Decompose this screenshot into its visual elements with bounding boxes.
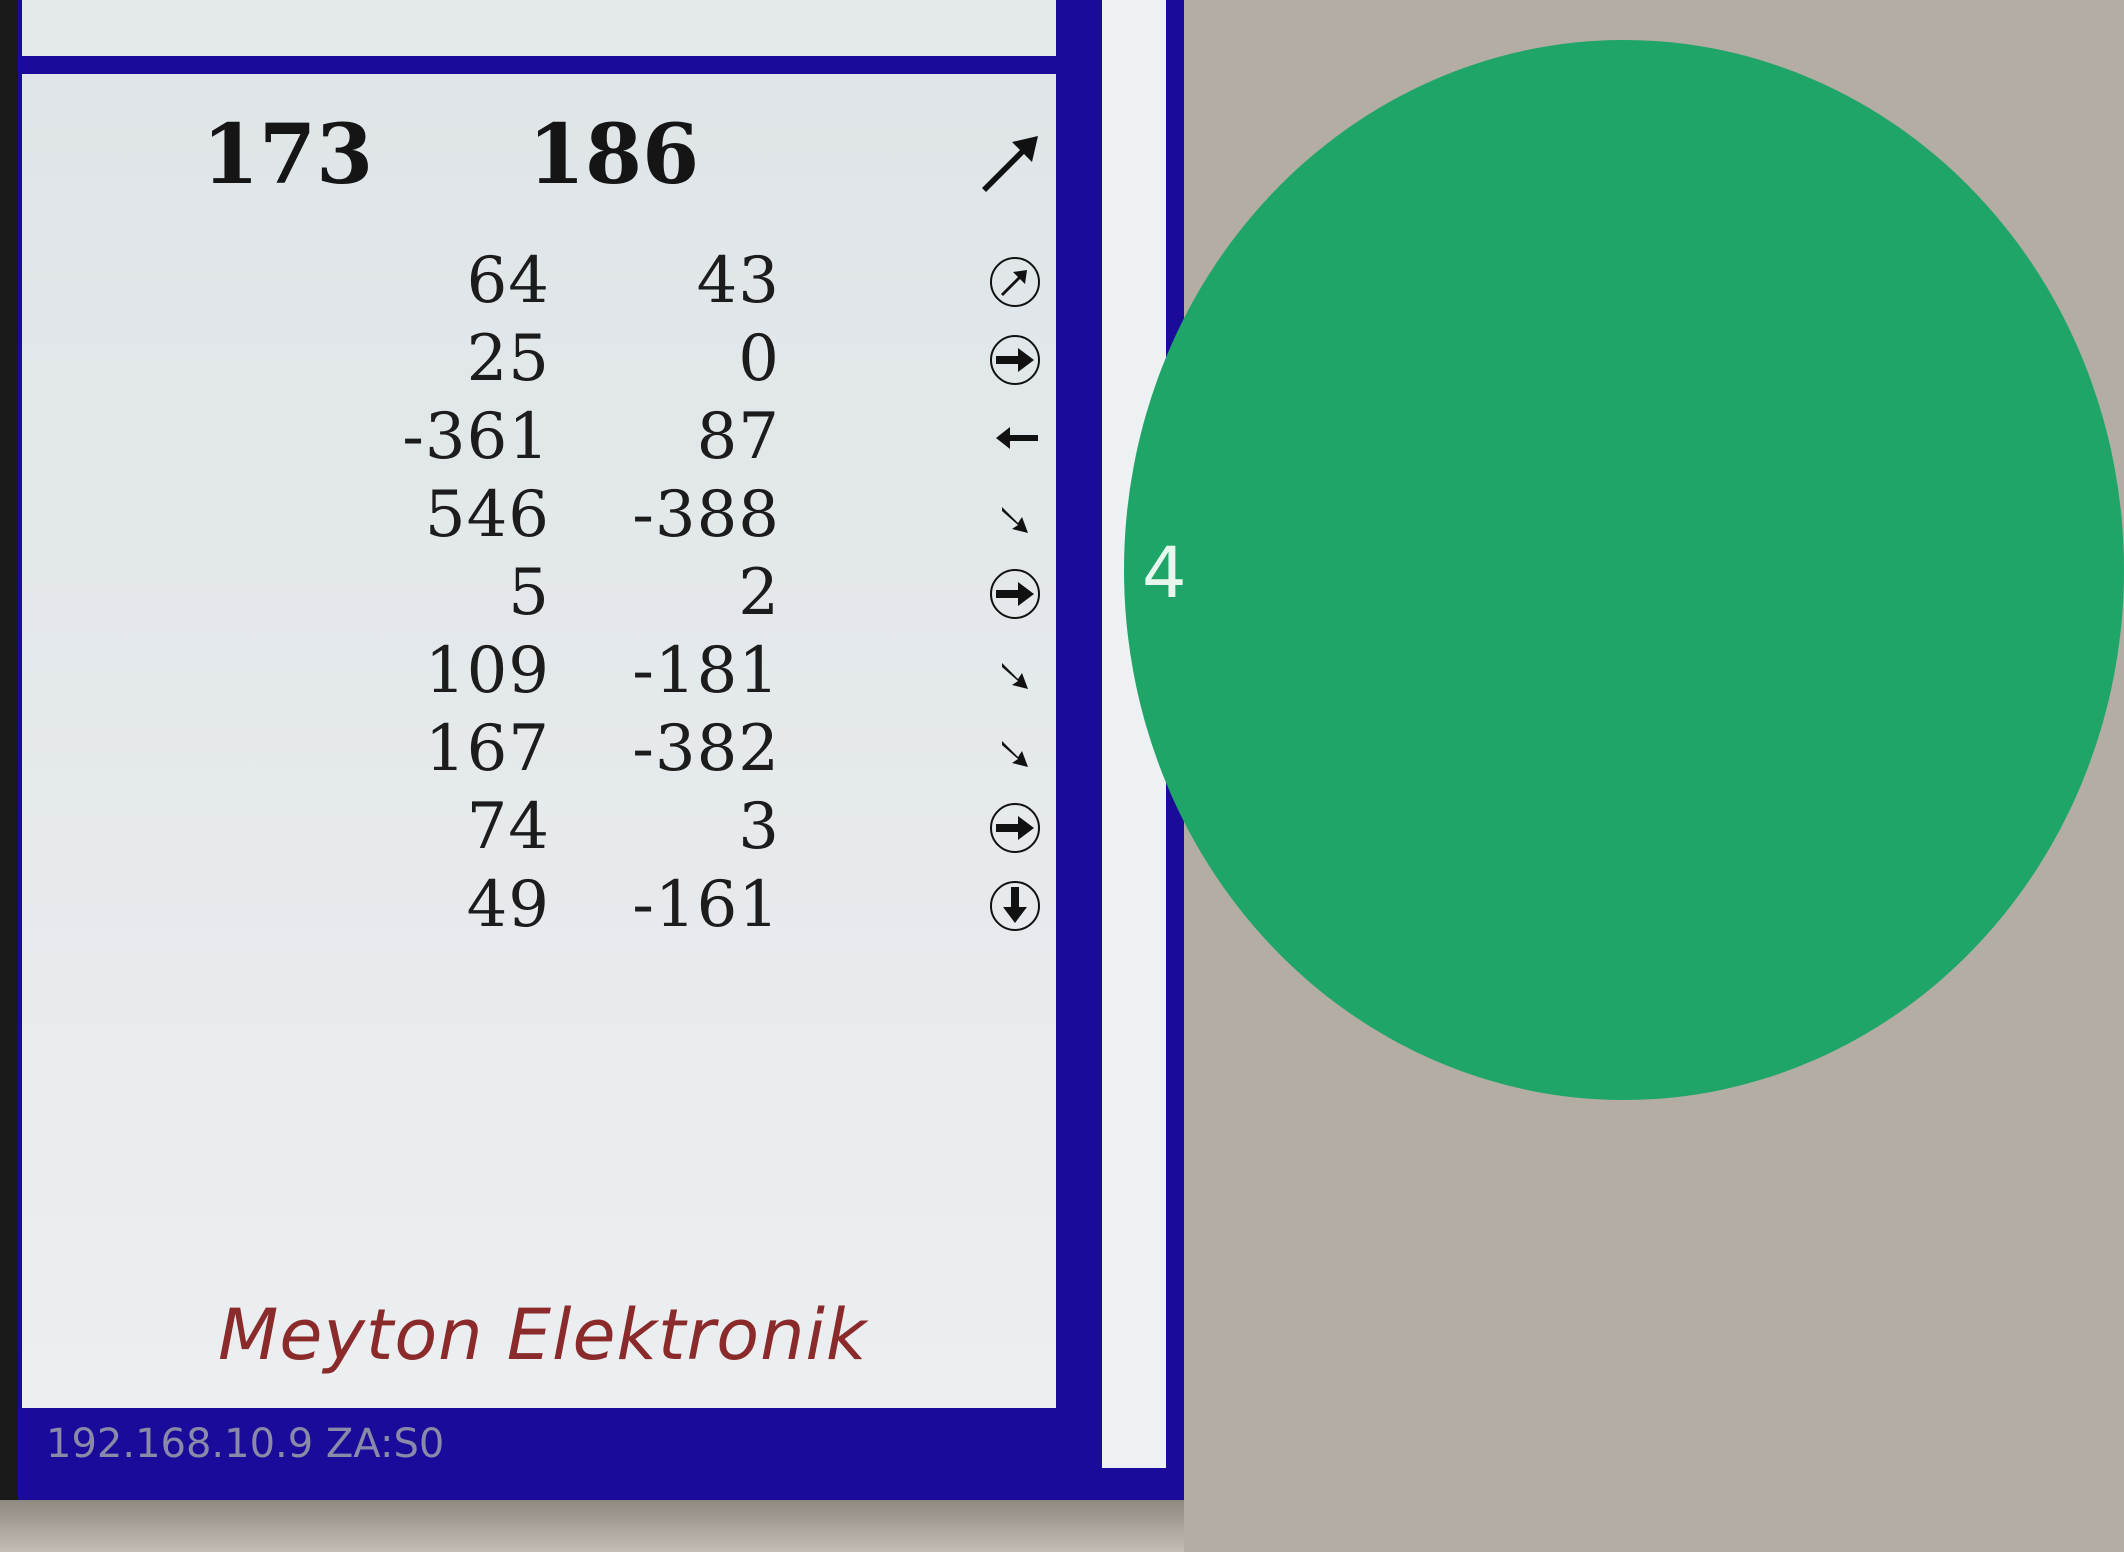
shot-row[interactable]	[22, 242, 1056, 320]
shot-row[interactable]	[22, 866, 1056, 944]
arrow-down-right-icon	[988, 723, 1042, 777]
circled-arrow-right-icon	[988, 333, 1042, 387]
shot-x-value: 49	[466, 868, 550, 942]
shot-row[interactable]	[22, 476, 1056, 554]
circled-arrow-right-icon	[988, 567, 1042, 621]
shot-row[interactable]	[22, 710, 1056, 788]
target-disc	[1124, 40, 2124, 1100]
shot-x-value: 109	[424, 634, 550, 708]
shot-x-value: 546	[424, 478, 550, 552]
shot-row[interactable]	[22, 632, 1056, 710]
target-partial-digit: 4	[1142, 532, 1187, 614]
status-line: 192.168.10.9 ZA:S0	[46, 1421, 445, 1467]
arrow-down-right-icon	[988, 489, 1042, 543]
shot-x-value: 74	[466, 790, 550, 864]
arrow-left-icon	[988, 411, 1042, 465]
target-panel	[1102, 0, 1187, 1468]
shot-y-value: 0	[738, 322, 780, 396]
shot-x-value: 64	[466, 244, 550, 318]
arrow-up-right-icon	[974, 126, 1048, 200]
shot-y-value: 87	[696, 400, 780, 474]
shot-y-value: 43	[696, 244, 780, 318]
header-value-a: 173	[202, 107, 374, 203]
circled-arrow-down-icon	[988, 879, 1042, 933]
shot-list-panel	[22, 74, 1056, 1408]
circled-arrow-up-right-icon	[988, 255, 1042, 309]
monitor-bezel-bottom	[0, 1500, 1184, 1552]
shot-x-value: 25	[466, 322, 550, 396]
brand-logo-text: Meyton Elektronik	[218, 1294, 868, 1376]
shot-y-value: 2	[738, 556, 780, 630]
header-value-b: 186	[528, 107, 700, 203]
shot-x-value: -361	[402, 400, 550, 474]
shot-x-value: 5	[508, 556, 550, 630]
shot-y-value: -181	[632, 634, 780, 708]
top-panel	[22, 0, 1056, 56]
shot-row[interactable]	[22, 398, 1056, 476]
shot-y-value: -161	[632, 868, 780, 942]
shot-row[interactable]	[22, 554, 1056, 632]
shot-y-value: -382	[632, 712, 780, 786]
shot-row[interactable]	[22, 320, 1056, 398]
shot-y-value: 3	[738, 790, 780, 864]
monitor-bezel	[0, 0, 18, 1500]
arrow-down-right-icon	[988, 645, 1042, 699]
shot-row[interactable]	[22, 788, 1056, 866]
shot-y-value: -388	[632, 478, 780, 552]
circled-arrow-right-icon	[988, 801, 1042, 855]
shot-x-value: 167	[424, 712, 550, 786]
